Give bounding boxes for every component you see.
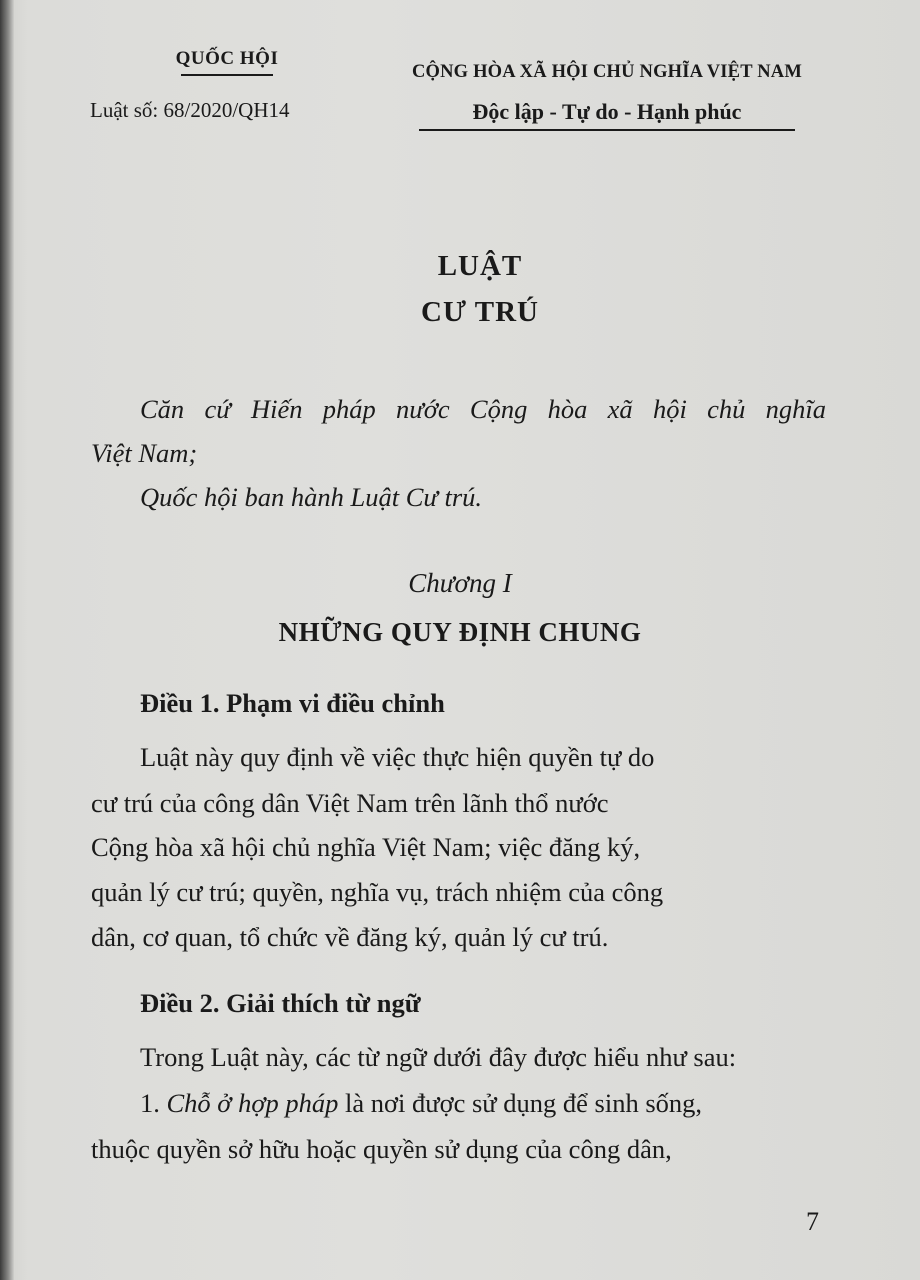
organization-underline xyxy=(181,74,273,76)
item1-term: Chỗ ở hợp pháp xyxy=(166,1088,339,1118)
country-name: CỘNG HÒA XÃ HỘI CHỦ NGHĨA VIỆT NAM xyxy=(411,62,803,82)
article2-item1-line2: thuộc quyền sở hữu hoặc quyền sử dụng của công dân, xyxy=(91,1134,672,1164)
national-motto: Độc lập - Tự do - Hạnh phúc xyxy=(472,99,742,124)
article1-line1: Luật này quy định về việc thực hiện quyền tự do xyxy=(140,742,655,772)
article1-line4: quản lý cư trú; quyền, nghĩa vụ, trách nhiệm của công xyxy=(91,877,664,907)
motto-underline xyxy=(419,129,795,131)
article2-item1 xyxy=(140,1090,702,1117)
page-edge-shadow xyxy=(0,0,14,1280)
item1-number: 1. xyxy=(140,1088,160,1118)
preamble-line2: Việt Nam; xyxy=(91,438,198,468)
article1-line3: Cộng hòa xã hội chủ nghĩa Việt Nam; việc đăng ký, xyxy=(91,832,641,862)
article1-line5: dân, cơ quan, tổ chức về đăng ký, quản lý cư trú. xyxy=(91,922,609,952)
page-number: 7 xyxy=(806,1207,819,1236)
item1-definition: là nơi được sử dụng để sinh sống, xyxy=(344,1088,703,1118)
article1-line2: cư trú của công dân Việt Nam trên lãnh thổ nước xyxy=(91,788,609,818)
issuing-organization: QUỐC HỘI xyxy=(175,48,279,69)
law-number: Luật số: 68/2020/QH14 xyxy=(90,98,290,122)
header-left xyxy=(90,48,362,122)
article2-heading: Điều 2. Giải thích từ ngữ xyxy=(140,988,421,1018)
chapter-number: Chương I xyxy=(408,568,512,598)
law-title-line2: CƯ TRÚ xyxy=(421,296,539,328)
chapter-title: NHỮNG QUY ĐỊNH CHUNG xyxy=(278,617,642,647)
article1-heading: Điều 1. Phạm vi điều chỉnh xyxy=(140,688,445,718)
law-title-line1: LUẬT xyxy=(437,250,523,282)
header-right xyxy=(382,62,832,131)
preamble-line1: Căn cứ Hiến pháp nước Cộng hòa xã hội chủ nghĩa xyxy=(140,394,826,424)
article2-intro: Trong Luật này, các từ ngữ dưới đây được hiểu như sau: xyxy=(140,1042,737,1072)
preamble-line3: Quốc hội ban hành Luật Cư trú. xyxy=(140,482,483,512)
